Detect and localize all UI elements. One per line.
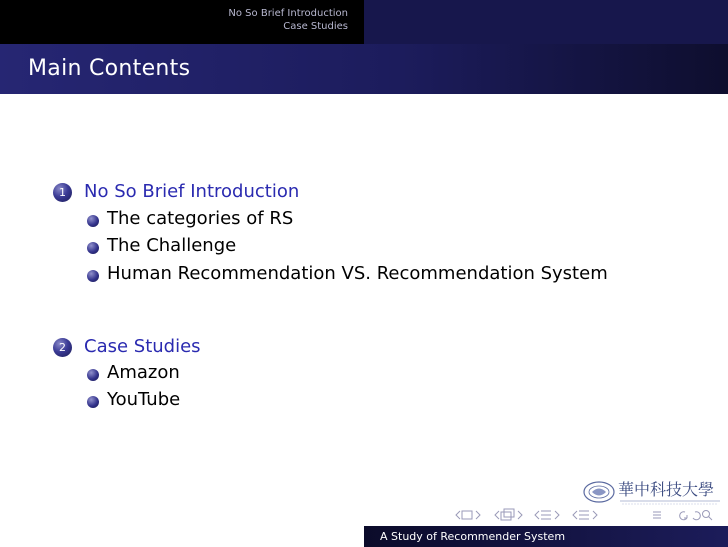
bullet-icon [87, 270, 99, 282]
footer-left-panel [0, 526, 364, 547]
header-section-link-introduction[interactable]: No So Brief Introduction [228, 8, 348, 19]
nav-appendix-icon[interactable] [653, 512, 661, 518]
toc-subsection[interactable]: YouTube [107, 389, 181, 410]
nav-subsection-icon[interactable] [495, 509, 522, 520]
nav-search-icon[interactable] [680, 511, 712, 521]
toc-subsection[interactable]: The categories of RS [107, 208, 294, 229]
frame-title-bar [0, 44, 728, 94]
header-section-link-case-studies[interactable]: Case Studies [283, 21, 348, 32]
university-name-text: 華中科技大學 [618, 480, 715, 499]
bullet-icon [87, 396, 99, 408]
bullet-icon [87, 242, 99, 254]
university-seal-icon [582, 477, 722, 507]
nav-frame-back-icon[interactable] [456, 511, 480, 519]
section-number-badge: 2 [53, 338, 72, 357]
nav-section-icon[interactable] [535, 511, 559, 519]
toc-section-title[interactable]: No So Brief Introduction [84, 181, 300, 202]
toc-subsection[interactable]: Human Recommendation VS. Recommendation System [107, 263, 608, 284]
bullet-icon [87, 369, 99, 381]
section-number-badge: 1 [53, 183, 72, 202]
header-navigation-bar [0, 0, 728, 44]
university-logo [582, 477, 722, 507]
toc-section-title[interactable]: Case Studies [84, 336, 201, 357]
header-right-panel [364, 0, 728, 44]
frame-title: Main Contents [28, 56, 191, 81]
beamer-navigation-symbols [455, 507, 723, 521]
footer-bar [0, 526, 728, 547]
footer-presentation-title: A Study of Recommender System [380, 530, 566, 543]
nav-document-icon[interactable] [573, 511, 597, 519]
bullet-icon [87, 215, 99, 227]
toc-subsection[interactable]: Amazon [107, 362, 180, 383]
toc-subsection[interactable]: The Challenge [107, 235, 237, 256]
